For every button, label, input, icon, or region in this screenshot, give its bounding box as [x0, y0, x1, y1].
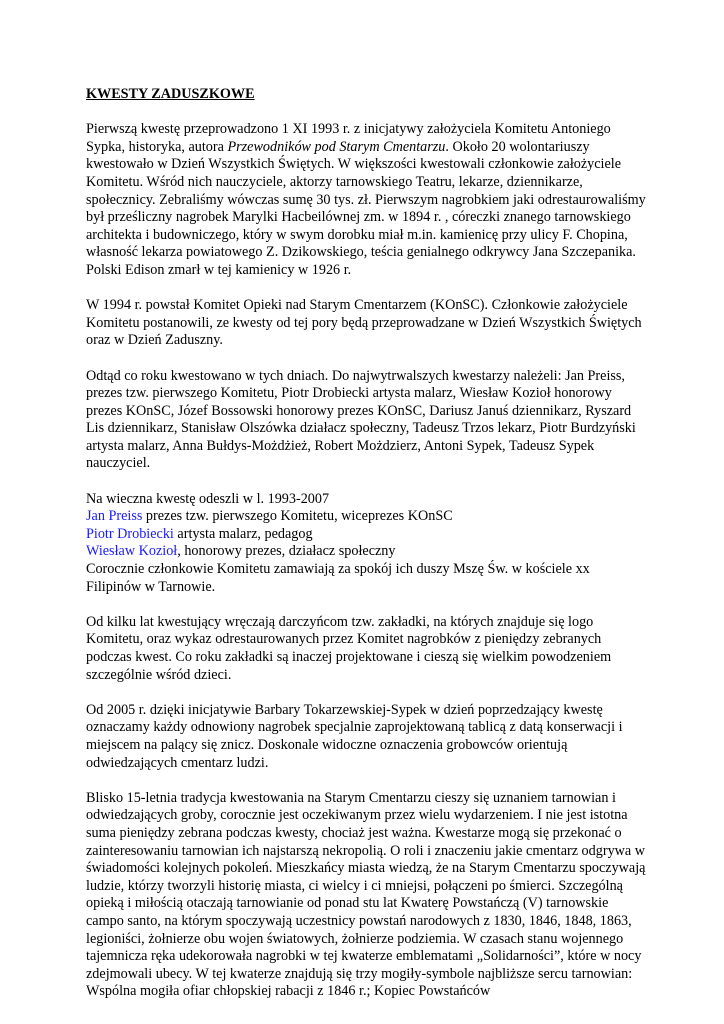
- paragraph-memorial: [86, 491, 646, 597]
- paragraph-committee-founded: W 1994 r. powstał Komitet Opieki nad Starym Cmentarzem (KOnSC). Członkowie założyciele Komitetu postanowili, ze kwesty od tej pory będą przeprowadzane w Dzień Wszystkich Świętych oraz w Dzień Zaduszny.: [86, 297, 642, 349]
- paragraph-first-quest: [86, 121, 646, 279]
- paragraph-plaques: Od 2005 r. dzięki inicjatywie Barbary Tokarzewskiej-Sypek w dzień poprzedzający kwestę oznaczamy każdy odnowiony nagrobek specjalnie zaprojektowaną tablicą z datą konserwacji i miejscem na palący się znicz. Doskonale widoczne oznaczenia grobowców orientują odwiedzających cmentarz ludzi.: [86, 701, 623, 771]
- paragraph-text: Pierwszą kwestę przeprowadzono 1 XI 1993 r. z inicjatywy założyciela Komitetu Antoniego Sypka, historyka, autora: [86, 121, 611, 155]
- person-link-wieslaw-koziol[interactable]: Wiesław Kozioł: [86, 543, 178, 560]
- paragraph-tradition: Blisko 15-letnia tradycja kwestowania na Starym Cmentarzu cieszy się uznaniem tarnowian i odwiedzających groby, corocznie jest oczekiwanym przez wielu wydarzeniem. I nie jest istotna suma pieniędzy zebrana podczas kwesty, chociaż jest ważna. Kwestarze mogą się przekonać o zainteresowaniu tarnowian ich najstarszą nekropolią. O roli i znaczeniu jakie cmentarz odgrywa w świadomości kolejnych pokoleń. Mieszkańcy miasta wiedzą, że na Starym Cmentarzu spoczywają ludzie, którzy tworzyli historię miasta, ci wielcy i ci mniejsi, połączeni po śmierci. Szczególną opieką i miłością otaczają tarnowianie od ponad stu lat Kwaterę Powstańczą (V) tarnowskie campo santo, na którym spoczywają uczestnicy powstań narodowych z 1830, 1846, 1848, 1863, legioniści, żołnierze obu wojen światowych, żołnierze podziemia. W czasach stanu wojennego tajemnicza ręka udekorowała nagrobki w tej kwaterze emblematami „Solidarności”, które w nocy zdejmowali ubecy. W tej kwaterze znajdują się trzy mogiły-symbole najbliższe sercu tarnowian: Wspólna mogiła ofiar chłopskiej rabacji z 1846 r.; Kopiec Powstańców: [86, 789, 646, 1000]
- person-link-jan-preiss[interactable]: Jan Preiss: [86, 508, 143, 525]
- book-title: Przewodników pod Starym Cmentarzu: [227, 138, 446, 155]
- person-description: artysta malarz, pedagog: [173, 525, 313, 542]
- person-link-piotr-drobiecki[interactable]: Piotr Drobiecki: [86, 525, 174, 542]
- memorial-heading: Na wieczna kwestę odeszli w l. 1993-2007: [86, 490, 330, 507]
- document-page: [86, 86, 646, 1018]
- person-description: , honorowy prezes, działacz społeczny: [177, 543, 396, 560]
- memorial-closing: Corocznie członkowie Komitetu zamawiają za spokój ich duszy Mszę Św. w kościele xx Filipinów w Tarnowie.: [86, 561, 590, 595]
- paragraph-text: . Około 20 wolontariuszy kwestowało w Dzień Wszystkich Świętych. W większości kwestowali członkowie założyciele Komitetu. Wśród nich nauczyciele, aktorzy tarnowskiego Teatru, lekarze, dziennikarze, społecznicy. Zebraliśmy wówczas sumę 30 tys. zł. Pierwszym nagrobkiem jaki odrestaurowaliśmy był prześliczny nagrobek Marylki Hacbeilównej zm. w 1894 r. , córeczki znanego tarnowskiego architekta i budowniczego, który w swym dorobku miał m.in. kamienicę przy ulicy F. Chopina, własność lekarza powiatowego Z. Dzikowskiego, teścia genialnego odkrywcy Jana Szczepanika. Polski Edison zmarł w tej kamienicy w 1926 r.: [86, 138, 646, 278]
- paragraph-bookmarks: Od kilku lat kwestujący wręczają darczyńcom tzw. zakładki, na których znajduje się logo Komitetu, oraz wykaz odrestaurowanych przez Komitet nagrobków z pieniędzy zebranych podczas kwest. Co roku zakładki są inaczej projektowane i cieszą się wielkim powodzeniem szczególnie wśród dzieci.: [86, 613, 612, 683]
- document-title: KWESTY ZADUSZKOWE: [86, 86, 255, 102]
- paragraph-collectors: Odtąd co roku kwestowano w tych dniach. Do najwytrwalszych kwestarzy należeli: Jan Preiss, prezes tzw. pierwszego Komitetu, Piotr Drobiecki artysta malarz, Wiesław Kozioł honorowy prezes KOnSC, Józef Bossowski honorowy prezes KOnSC, Dariusz Januś dziennikarz, Ryszard Lis dziennikarz, Stanisław Olszówka działacz społeczny, Tadeusz Trzos lekarz, Piotr Burdzyński artysta malarz, Anna Bułdys-Możdżież, Robert Możdzierz, Antoni Sypek, Tadeusz Sypek nauczyciel.: [86, 367, 636, 472]
- person-description: prezes tzw. pierwszego Komitetu, wiceprezes KOnSC: [142, 508, 453, 525]
